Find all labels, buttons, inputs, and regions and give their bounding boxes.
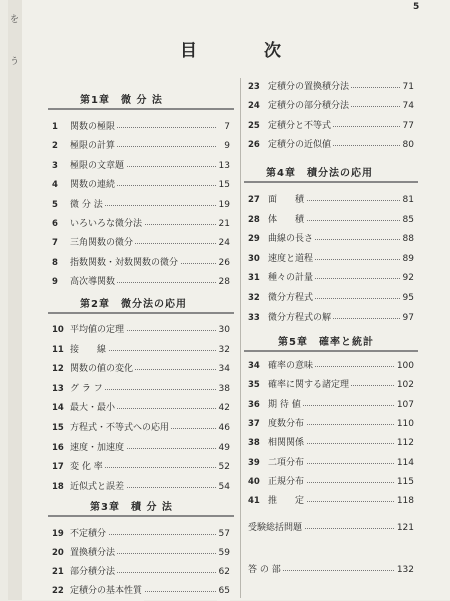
entry-page-number: 38: [217, 379, 230, 399]
entry-number: 40: [248, 476, 260, 487]
entry-title: 平均値の定理: [70, 320, 126, 340]
chapter-heading: 第5章 確率と統計: [278, 337, 374, 348]
toc-entry[interactable]: [248, 433, 414, 453]
entry-title: 体 積: [268, 210, 306, 230]
toc-entry[interactable]: [52, 175, 230, 195]
toc-entry[interactable]: [248, 135, 414, 155]
entry-number: 11: [52, 344, 64, 355]
entry-title: 答 の 部: [248, 560, 283, 580]
toc-entry[interactable]: [248, 288, 414, 308]
entry-number: 9: [52, 277, 58, 288]
entry-page-number: 132: [395, 560, 414, 580]
entry-page-number: 9: [222, 136, 230, 156]
entry-title: 微 分 法: [70, 195, 105, 215]
entry-title: グ ラ フ: [70, 379, 105, 399]
entry-page-number: 13: [217, 156, 230, 176]
entry-title: 確率に関する諸定理: [268, 375, 351, 395]
entry-page-number: 85: [401, 210, 414, 230]
entry-number: 21: [52, 567, 64, 577]
book-page: [8, 0, 450, 600]
entry-number: 6: [52, 219, 58, 229]
entry-title: 指数関数・対数関数の微分: [70, 253, 180, 273]
entry-page-number: 112: [395, 433, 414, 453]
entry-title: 受験総括問題: [248, 518, 304, 538]
entry-title: 置換積分法: [70, 543, 117, 563]
entry-title: 速度・加速度: [70, 438, 126, 458]
entry-page-number: 97: [401, 308, 414, 328]
entry-title: 種々の計量: [268, 268, 315, 288]
toc-entry[interactable]: [248, 472, 414, 492]
entry-title: 部分積分法: [70, 562, 117, 582]
entry-page-number: 42: [217, 398, 230, 418]
entry-number: 28: [248, 214, 260, 225]
toc-entry[interactable]: [52, 253, 230, 273]
toc-entry[interactable]: [248, 375, 414, 395]
entry-page-number: 71: [401, 77, 414, 97]
entry-title: 面 積: [268, 190, 306, 210]
toc-entry[interactable]: [248, 560, 414, 580]
toc-entry[interactable]: [52, 359, 230, 379]
toc-entry[interactable]: [248, 249, 414, 269]
entry-page-number: 80: [401, 135, 414, 155]
chapter-rule: [48, 312, 234, 314]
entry-number: 10: [52, 325, 64, 335]
toc-entry[interactable]: [52, 379, 230, 399]
entry-title: 定積分と不等式: [268, 116, 333, 136]
entry-number: 12: [52, 364, 64, 375]
entry-page-number: 102: [395, 375, 414, 395]
entry-title: 接 線: [70, 340, 108, 360]
entry-page-number: 30: [217, 320, 230, 340]
entry-page-number: 77: [401, 116, 414, 136]
entry-title: 度数分布: [268, 414, 306, 434]
entry-title: 高次導関数: [70, 272, 117, 292]
entry-number: 19: [52, 529, 64, 539]
toc-entry[interactable]: [248, 190, 414, 210]
chapter-rule: [244, 350, 418, 352]
edge-char: を: [10, 15, 20, 25]
toc-entry[interactable]: [52, 272, 230, 292]
entry-page-number: 62: [217, 562, 230, 582]
toc-entry[interactable]: [52, 562, 230, 582]
chapter-rule: [244, 181, 418, 183]
entry-title: 速度と道程: [268, 249, 315, 269]
chapter-heading: 第4章 積分法の応用: [266, 168, 373, 179]
entry-page-number: 114: [395, 453, 414, 473]
entry-title: 曲線の長さ: [268, 229, 315, 249]
toc-entry[interactable]: [52, 233, 230, 253]
entry-number: 1: [52, 122, 58, 132]
entry-number: 35: [248, 380, 260, 391]
page-title-char-1: 目: [180, 41, 199, 61]
entry-title: 関数の値の変化: [70, 359, 135, 379]
toc-entry[interactable]: [52, 418, 230, 438]
toc-entry[interactable]: [52, 438, 230, 458]
entry-page-number: 26: [217, 253, 230, 273]
entry-page-number: 15: [217, 175, 230, 195]
entry-title: 二項分布: [268, 453, 306, 473]
toc-entry[interactable]: [248, 518, 414, 538]
entry-number: 32: [248, 293, 260, 303]
toc-entry[interactable]: [52, 398, 230, 418]
entry-page-number: 28: [217, 272, 230, 292]
toc-entry[interactable]: [248, 210, 414, 230]
entry-page-number: 118: [395, 491, 414, 511]
entry-number: 7: [52, 238, 58, 249]
entry-number: 2: [52, 141, 58, 152]
entry-title: 微分方程式: [268, 288, 315, 308]
entry-title: 定積分の基本性質: [70, 581, 144, 601]
entry-number: 25: [248, 120, 260, 131]
toc-entry[interactable]: [52, 214, 230, 234]
entry-page-number: 110: [395, 414, 414, 434]
entry-page-number: 89: [401, 249, 414, 269]
toc-entry[interactable]: [52, 340, 230, 360]
toc-entry[interactable]: [248, 491, 414, 511]
entry-title: 関数の極限: [70, 117, 117, 137]
entry-title: 極限の文章題: [70, 156, 126, 176]
entry-page-number: 88: [401, 229, 414, 249]
entry-number: 37: [248, 418, 260, 429]
entry-title: 定積分の近似値: [268, 135, 333, 155]
entry-page-number: 95: [401, 288, 414, 308]
toc-entry[interactable]: [248, 96, 414, 116]
entry-title: 定積分の置換積分法: [268, 77, 351, 97]
entry-number: 5: [52, 199, 58, 210]
entry-page-number: 52: [217, 457, 230, 477]
entry-title: 方程式・不等式への応用: [70, 418, 171, 438]
entry-page-number: 32: [217, 340, 230, 360]
entry-title: 正規分布: [268, 472, 306, 492]
entry-number: 33: [248, 312, 260, 323]
entry-page-number: 46: [217, 418, 230, 438]
chapter-heading: 第3章 積 分 法: [90, 502, 173, 513]
toc-entry[interactable]: [248, 77, 414, 97]
entry-page-number: 49: [217, 438, 230, 458]
entry-number: 26: [248, 140, 260, 151]
toc-entry[interactable]: [248, 268, 414, 288]
entry-page-number: 100: [395, 356, 414, 376]
entry-page-number: 59: [217, 543, 230, 563]
toc-entry[interactable]: [248, 116, 414, 136]
entry-page-number: 21: [217, 214, 230, 234]
entry-number: 30: [248, 253, 260, 264]
entry-title: 推 定: [268, 491, 306, 511]
entry-page-number: 92: [401, 268, 414, 288]
entry-number: 29: [248, 234, 260, 245]
toc-entry[interactable]: [52, 195, 230, 215]
entry-page-number: 115: [395, 472, 414, 492]
entry-number: 4: [52, 180, 58, 191]
entry-number: 27: [248, 195, 260, 205]
entry-title: 変 化 率: [70, 457, 105, 477]
toc-entry[interactable]: [52, 524, 230, 544]
page-title-char-2: 次: [264, 41, 283, 61]
entry-title: いろいろな微分法: [70, 214, 144, 234]
entry-number: 17: [52, 462, 64, 473]
toc-entry[interactable]: [52, 477, 230, 497]
entry-title: 極限の計算: [70, 136, 117, 156]
toc-entry[interactable]: [248, 308, 414, 328]
entry-number: 38: [248, 438, 260, 449]
entry-page-number: 54: [217, 477, 230, 497]
entry-page-number: 65: [217, 581, 230, 601]
entry-title: 三角関数の微分: [70, 233, 135, 253]
entry-title: 期 待 値: [268, 395, 303, 415]
toc-entry[interactable]: [52, 543, 230, 563]
toc-entry[interactable]: [52, 320, 230, 340]
entry-number: 18: [52, 481, 64, 492]
entry-page-number: 19: [217, 195, 230, 215]
entry-number: 16: [52, 442, 64, 453]
entry-number: 20: [52, 548, 64, 558]
chapter-rule: [48, 515, 234, 517]
entry-number: 34: [248, 361, 260, 371]
entry-number: 31: [248, 273, 260, 284]
chapter-heading: 第2章 微分法の応用: [80, 299, 187, 310]
entry-title: 最大・最小: [70, 398, 117, 418]
entry-number: 23: [248, 82, 260, 92]
entry-page-number: 7: [222, 117, 230, 137]
page-number: 5: [413, 2, 420, 12]
entry-page-number: 24: [217, 233, 230, 253]
toc-entry[interactable]: [248, 356, 414, 376]
entry-title: 関数の連続: [70, 175, 117, 195]
entry-page-number: 107: [395, 395, 414, 415]
toc-entry[interactable]: [52, 117, 230, 137]
entry-page-number: 34: [217, 359, 230, 379]
entry-page-number: 57: [217, 524, 230, 544]
entry-number: 41: [248, 496, 260, 507]
entry-page-number: 81: [401, 190, 414, 210]
entry-title: 微分方程式の解: [268, 308, 333, 328]
entry-number: 22: [52, 586, 64, 596]
entry-page-number: 121: [395, 518, 414, 538]
toc-entry[interactable]: [248, 229, 414, 249]
entry-title: 確率の意味: [268, 356, 315, 376]
edge-char: う: [10, 57, 20, 67]
entry-number: 39: [248, 457, 260, 468]
entry-number: 15: [52, 423, 64, 433]
entry-title: 近似式と誤差: [70, 477, 126, 497]
entry-page-number: 74: [401, 96, 414, 116]
entry-number: 36: [248, 399, 260, 410]
entry-number: 3: [52, 160, 58, 171]
entry-title: 定積分の部分積分法: [268, 96, 351, 116]
entry-number: 24: [248, 101, 260, 112]
toc-entry[interactable]: [52, 457, 230, 477]
chapter-heading: 第1章 微 分 法: [80, 95, 163, 106]
toc-entry[interactable]: [52, 136, 230, 156]
chapter-rule: [48, 108, 234, 110]
entry-title: 不定積分: [70, 524, 108, 544]
toc-entry[interactable]: [52, 581, 230, 601]
toc-entry[interactable]: [248, 395, 414, 415]
column-divider: [240, 78, 241, 598]
facing-page-edge: [8, 0, 22, 600]
toc-entry[interactable]: [248, 453, 414, 473]
toc-entry[interactable]: [52, 156, 230, 176]
entry-number: 8: [52, 257, 58, 268]
toc-entry[interactable]: [248, 414, 414, 434]
entry-title: 相関関係: [268, 433, 306, 453]
entry-number: 13: [52, 383, 64, 394]
entry-number: 14: [52, 403, 64, 414]
